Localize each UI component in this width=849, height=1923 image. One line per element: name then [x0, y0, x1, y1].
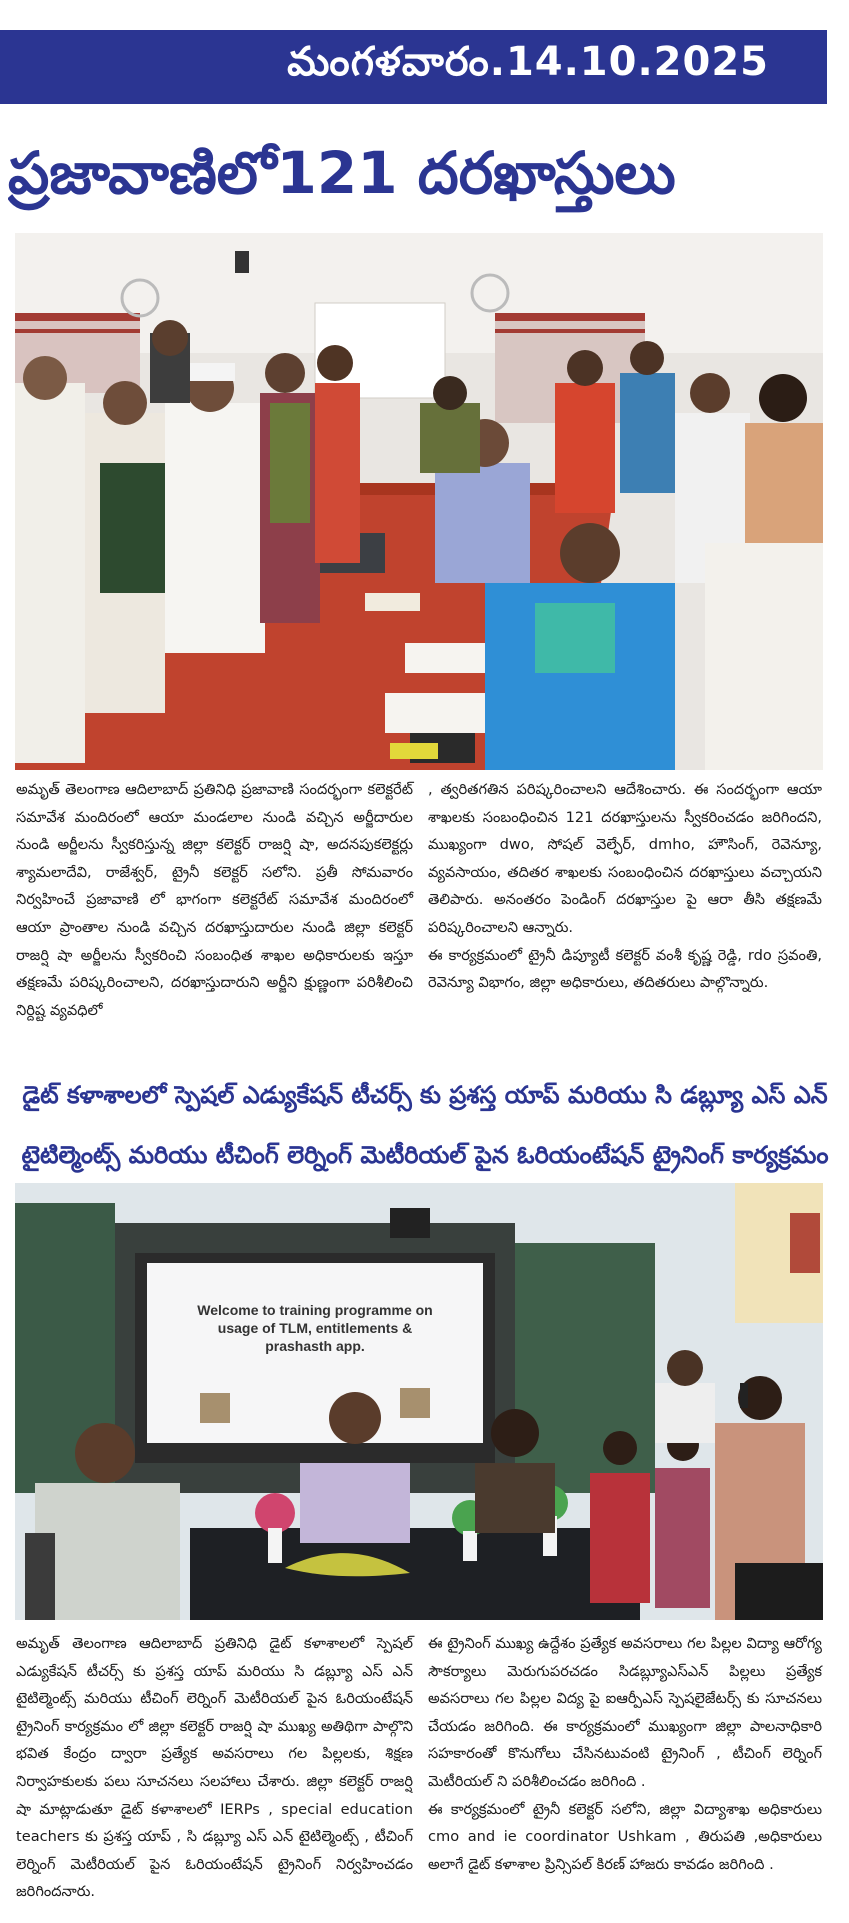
article2-column-right: ఈ ట్రైనింగ్ ముఖ్య ఉద్దేశం ప్రత్యేక అవసరాలు గల పిల్లల విద్యా ఆరోగ్య సౌకర్యాలు మెరుగుపరచడం సిడబ్ల్యూఎస్ఎన్ పిల్లలు ప్రత్యేక అవసరాలు గల పిల్లల విద్య పై ఐఆర్పీఎస్ స్పెషలైజేటర్స్ కు సూచనలు చేయడం జరిగింది. ఈ కార్యక్రమంలో ముఖ్యంగా జిల్లా పాలనాధికారి సహకారంతో కొనుగోలు చేసినటువంటి ట్రైనింగ్ , టీచింగ్ లెర్నింగ్ మెటీరియల్ ని పరిశీలించడం జరిగింది . ఈ కార్యక్రమంలో ట్రైనీ కలెక్టర్ సలోని, జిల్లా విద్యాశాఖ అధికారులు cmo and ie coordinator Ushkam , తిరుపతి ,అధికారులు అలాగే డైట్ కళాశాల ప్రిన్సిపల్ కిరణ్ హాజరు కావడం జరిగింది . [428, 1635, 822, 1873]
headline-diet-training-line1: డైట్ కళాశాలలో స్పెషల్ ఎడ్యుకేషన్ టీచర్స్ కు ప్రశస్త యాప్ మరియు సి డబ్ల్యూ ఎస్ ఎన్ [22, 1081, 828, 1109]
article1-column-left: అమృత్ తెలంగాణ ఆదిలాబాద్ ప్రతినిధి ప్రజావాణి సందర్భంగా కలెక్టరేట్ సమావేశ మందిరంలో ఆయా మండలాల నుండి వచ్చిన అర్జీదారుల నుండి అర్జీలను స్వీకరిస్తున్న జిల్లా కలెక్టర్ రాజర్షి షా, అదనపుకలెక్టర్లు శ్యామలాదేవి, రాజేశ్వర్, ట్రైనీ కలెక్టర్ సలోని. ప్రతీ సోమవారం నిర్వహించే ప్రజావాణి లో భాగంగా కలెక్టరేట్ సమావేశ మందిరంలో ఆయా ప్రాంతాల నుండి వచ్చిన దరఖాస్తుదారుల నుండి జిల్లా కలెక్టర్ రాజర్షి షా అర్జీలను స్వీకరించి సంబంధిత శాఖల అధికారులకు ఇస్తూ తక్షణమే పరిష్కరించాలని, దరఖాస్తుదారుని అర్జీని క్షుణ్ణంగా పరిశీలించి నిర్దిష్ట వ్యవధిలో [16, 781, 413, 1019]
photo-diet-training [15, 1183, 823, 1620]
article2-column-left: అమృత్ తెలంగాణ ఆదిలాబాద్ ప్రతినిధి డైట్ కళాశాలలో స్పెషల్ ఎడ్యుకేషన్ టీచర్స్ కు ప్రశస్త యాప్ మరియు సి డబ్ల్యూ ఎస్ ఎన్ టైటిల్మెంట్స్ మరియు టీచింగ్ లెర్నింగ్ మెటీరియల్ పైన ఓరియంటేషన్ ట్రైనింగ్ కార్యక్రమం లో జిల్లా కలెక్టర్ రాజర్షి షా ముఖ్య అతిథిగా పాల్గొని భవిత కేంద్రం ద్వారా ప్రత్యేక అవసరాలు గల పిల్లలకు, శిక్షణ నిర్వాహకులకు పలు సూచనలు సలహాలు చేశారు. జిల్లా కలెక్టర్ రాజర్షి షా మాట్లాడుతూ డైట్ కళాశాలలో IERPs , special education teachers కు ప్రశస్త యాప్ , సి డబ్ల్యూ ఎస్ ఎన్ టైటిల్మెంట్స్ , టీచింగ్ లెర్నింగ్ మెటీరియల్ పైన ఓరియంటేషన్ ట్రైనింగ్ నిర్వహించడం జరిగిందనారు. [16, 1635, 413, 1901]
issue-date: మంగళవారం.14.10.2025 [287, 39, 769, 85]
headline-diet-training-line2: టైటిల్మెంట్స్ మరియు టీచింగ్ లెర్నింగ్ మెటీరియల్ పైన ఓరియంటేషన్ ట్రైనింగ్ కార్యక్రమం [21, 1141, 829, 1169]
article1-column-right: , త్వరితగతిన పరిష్కరించాలని ఆదేశించారు. ఈ సందర్భంగా ఆయా శాఖలకు సంబంధించిన 121 దరఖాస్తులను స్వీకరించడం జరిగిందని, ముఖ్యంగా dwo, సోషల్ వెల్ఫేర్, dmho, హౌసింగ్, రెవెన్యూ, వ్యవసాయం, తదితర శాఖలకు సంబంధించిన దరఖాస్తులు వచ్చాయని తెలిపారు. అనంతరం పెండింగ్ దరఖాస్తుల పై ఆరా తీసి తక్షణమే పరిష్కరించాలని ఆన్నారు. ఈ కార్యక్రమంలో ట్రైనీ డిప్యూటీ కలెక్టర్ వంశీ కృష్ణ రెడ్డి, rdo స్రవంతి, రెవెన్యూ విభాగం, జిల్లా అధికారులు, తదితరులు పాల్గొన్నారు. [428, 781, 822, 992]
tv-screen-text: Welcome to training programme on usage of TLM, entitlements & prashasth app. [197, 1302, 433, 1354]
date-banner [0, 30, 827, 104]
training-table [190, 1528, 640, 1620]
headline-prajavani: ప్రజావాణిలో121 దరఖాస్తులు [8, 139, 676, 207]
photo-prajavani-meeting [15, 233, 823, 770]
